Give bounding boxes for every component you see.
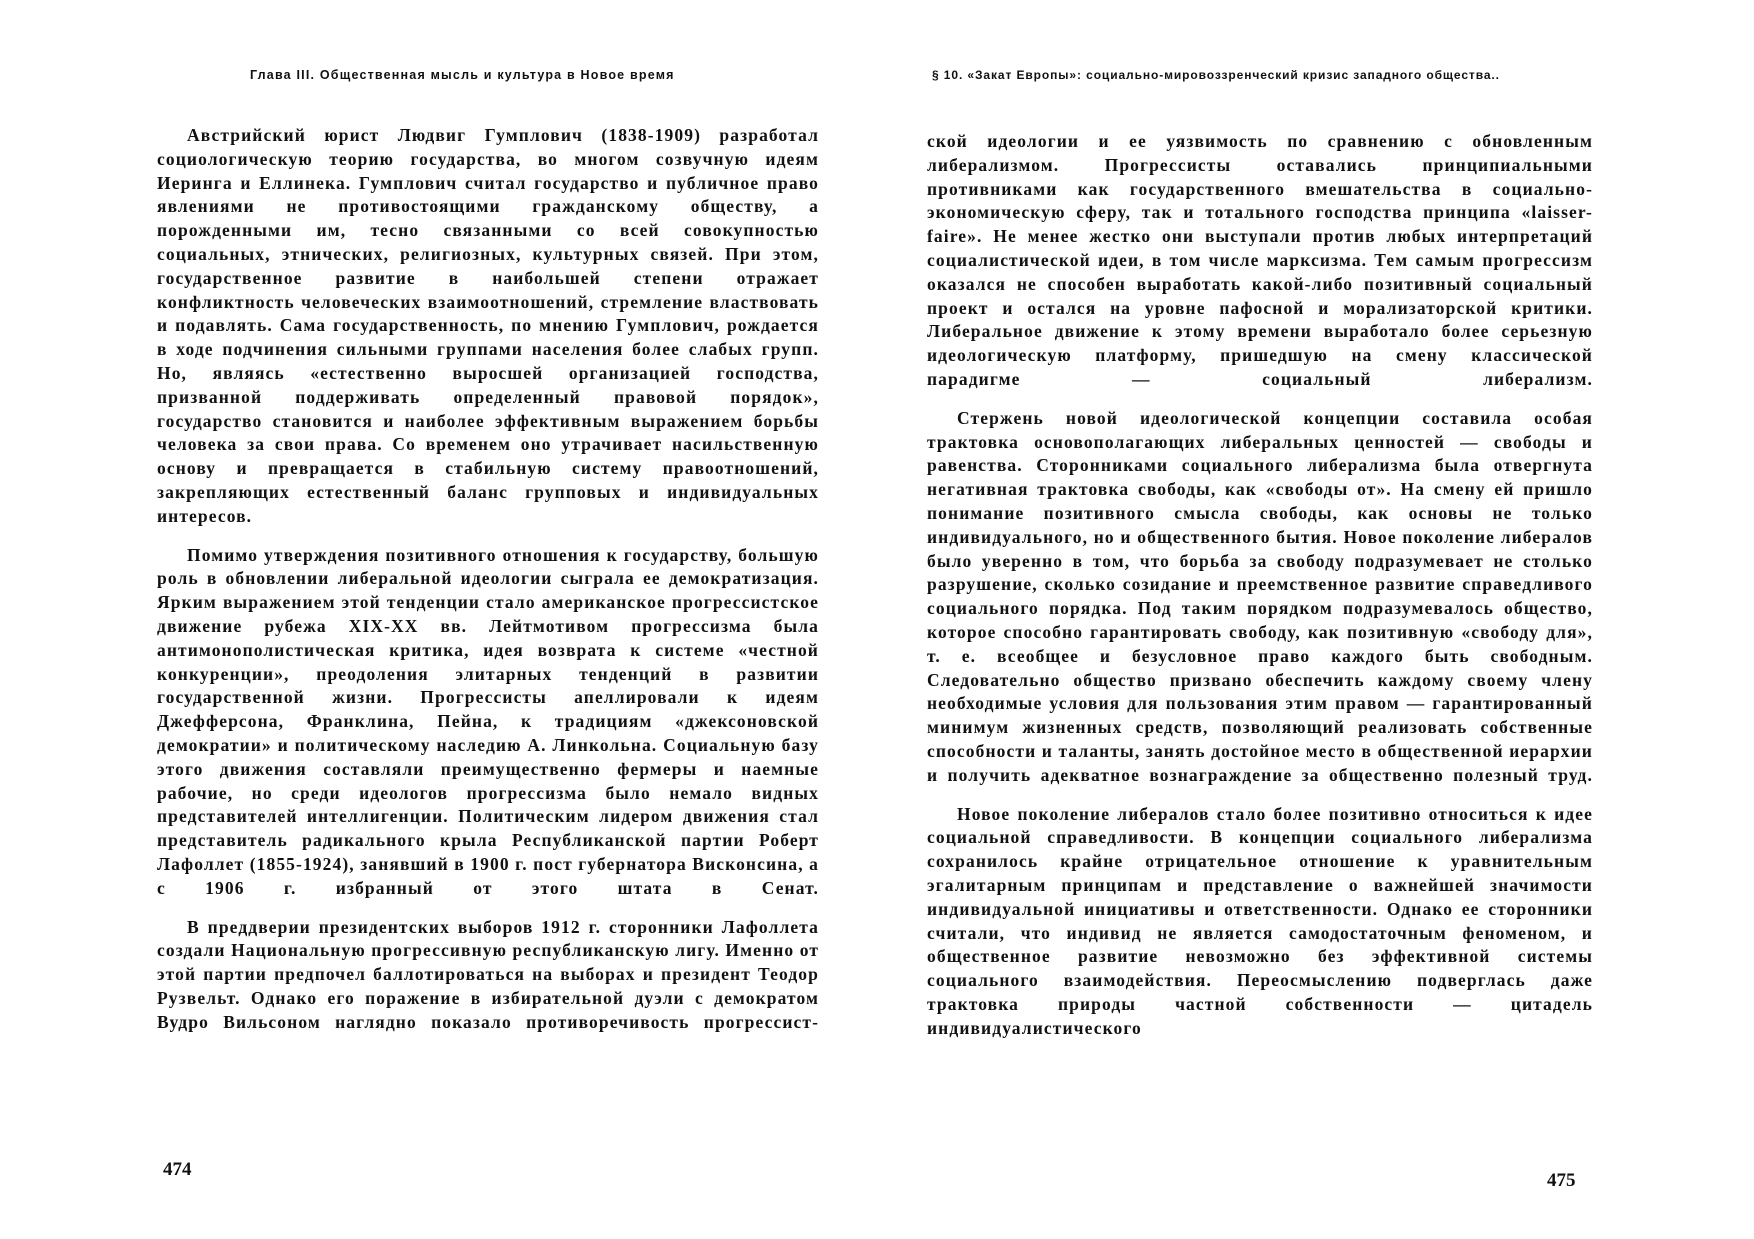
right-page <box>877 0 1754 1239</box>
page-number-left: 474 <box>163 1159 192 1180</box>
body-text-left <box>157 124 819 1049</box>
paragraph: В преддверии президентских выборов 1912 г. сторонники Лафоллета создали Национальную прогрессивную республиканскую лигу. Именно от этой партии предпочел баллотироваться на выборах и президент Теодор Рузвельт. Однако его поражение в избирательной дуэли с демократом Вудро Вильсоном наглядно показало противоречивость прогрессист- <box>157 916 820 1032</box>
running-head-right: § 10. «Закат Европы»: социально-мировоззренческий кризис западного общества.. <box>932 68 1500 82</box>
paragraph: Стержень новой идеологической концепции составила особая трактовка основополагающих либеральных ценностей — свободы и равенства. Сторонниками социального либерализма была отвергнута негативная трактовка свободы, как «свободы от». На смену ей пришло понимание позитивного смысла свободы, как основы не только индивидуального, но и общественного бытия. Новое поколение либералов было уверенно в том, что борьба за свободу подразумевает не столько разрушение, сколько созидание и преемственное развитие справедливого социального порядка. Под таким порядком подразумевалось общество, которое способно гарантировать свободу, как позитивную «свободу для», т. е. всеобщее и безусловное право каждого быть свободным. Следовательно общество призвано обеспечить каждому своему члену необходимые условия для пользования этим правом — гарантированный минимум жизненных средств, позволяющий реализовать собственные способности и таланты, занять достойное место в общественной иерархии и получить адекватное вознаграждение за общественно полезный труд. <box>927 407 1593 785</box>
running-head-left: Глава III. Общественная мысль и культура в Новое время <box>250 68 675 82</box>
page-number-right: 475 <box>1547 1170 1576 1191</box>
paragraph: ской идеологии и ее уязвимость по сравнению с обновленным либерализмом. Прогрессисты оставались принципиальными противниками как государственного вмешательства в социально-экономическую сферу, так и тотального господства принципа «laisser-faire». Не менее жестко они выступали против любых интерпретаций социалистической идеи, в том числе марксизма. Тем самым прогрессизм оказался не способен выработать какой-либо позитивный социальный проект и остался на уровне пафосной и морализаторской критики. Либеральное движение к этому времени выработало более серьезную идеологическую платформу, пришедшую на смену классической парадигме — социальный либерализм. <box>927 131 1593 389</box>
body-text-right <box>927 130 1593 1055</box>
paragraph: Новое поколение либералов стало более позитивно относиться к идее социальной справедливости. В концепции социального либерализма сохранилось крайне отрицательное отношение к уравнительным эгалитарным принципам и представление о важнейшей значимости индивидуальной инициативы и ответственности. Однако ее сторонники считали, что индивид не является самодостаточным феноменом, и общественное развитие невозможно без эффективной системы социального взаимодействия. Переосмыслению подверглась даже трактовка природы частной собственности — цитадель индивидуалистического <box>927 803 1593 1038</box>
paragraph: Австрийский юрист Людвиг Гумплович (1838-1909) разработал социологическую теорию государства, во многом созвучную идеям Иеринга и Еллинека. Гумплович считал государство и публичное право явлениями не противостоящими гражданскому обществу, а порожденными им, тесно связанными со всей совокупностью социальных, этнических, религиозных, культурных связей. При этом, государственное развитие в наибольшей степени отражает конфликтность человеческих взаимоотношений, стремление властвовать и подавлять. Сама государственность, по мнению Гумплович, рождается в ходе подчинения сильными группами населения более слабых групп. Но, являясь «естественно выросшей организацией господства, призванной поддерживать определенный правовой порядок», государство становится и наиболее эффективным выражением борьбы человека за свои права. Со временем оно утрачивает насильственную основу и превращается в стабильную систему правоотношений, закрепляющих естественный баланс групповых и индивидуальных интересов. <box>157 125 819 526</box>
paragraph: Помимо утверждения позитивного отношения к государству, большую роль в обновлении либеральной идеологии сыграла ее демократизация. Ярким выражением этой тенденции стало американское прогрессистское движение рубежа XIX-XX вв. Лейтмотивом прогрессизма была антимонополистическая критика, идея возврата к системе «честной конкуренции», преодоления элитарных тенденций в развитии государственной жизни. Прогрессисты апеллировали к идеям Джефферсона, Франклина, Пейна, к традициям «джексоновской демократии» и политическому наследию А. Линкольна. Социальную базу этого движения составляли преимущественно фермеры и наемные рабочие, но среди идеологов прогрессизма было немало видных представителей интеллигенции. Политическим лидером движения стал представитель радикального крыла Республиканской партии Роберт Лафоллет (1855-1924), занявший в 1900 г. пост губернатора Висконсина, а с 1906 г. избранный от этого штата в Сенат. <box>157 544 819 898</box>
